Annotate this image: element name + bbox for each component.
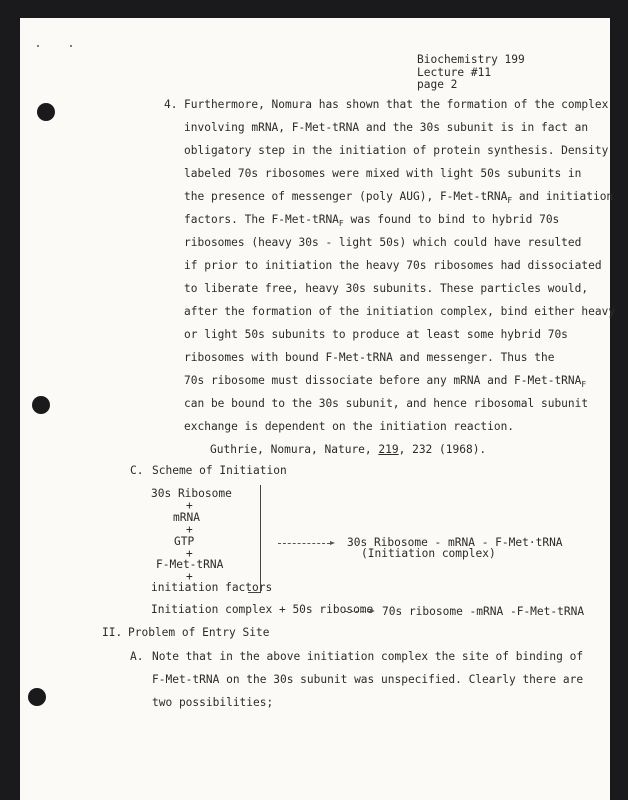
item4-line: ribosomes with bound F-Met-tRNA and messenger. Thus the: [184, 351, 555, 364]
section-ii-title: Problem of Entry Site: [128, 626, 270, 639]
item4-line: can be bound to the 30s subunit, and hence ribosomal subunit: [184, 397, 589, 410]
scheme-plus: +: [186, 523, 193, 536]
section-c-label: C.: [130, 464, 144, 477]
reaction-reactants: Initiation complex + 50s ribosome: [151, 603, 374, 616]
scheme-plus: +: [186, 547, 193, 560]
binder-hole-middle: [32, 396, 50, 414]
item-number: 4.: [164, 98, 178, 111]
document-page: [20, 18, 616, 800]
arrow-right-icon: [345, 611, 370, 613]
scheme-plus: +: [186, 499, 193, 512]
page-number: page 2: [417, 78, 458, 91]
initiation-complex-formula: 30s Ribosome - mRNA - F-Met·tRNA: [347, 536, 563, 549]
sub-a-line: Note that in the above initiation complex the site of binding of: [152, 650, 584, 663]
item4-line: to liberate free, heavy 30s subunits. These particles would,: [184, 282, 589, 295]
item4-line: factors. The F-Met-tRNA$_F$ was found to bind to hybrid 70s: [184, 213, 560, 229]
sub-a-line: F-Met-tRNA on the 30s subunit was unspecified. Clearly there are: [152, 673, 584, 686]
binder-hole-top: [37, 103, 55, 121]
course-title: Biochemistry 199: [417, 53, 525, 66]
scheme-component: mRNA: [173, 511, 200, 524]
item4-line: if prior to initiation the heavy 70s ribosomes had dissociated: [184, 259, 602, 272]
sub-a-label: A.: [130, 650, 144, 663]
scheme-component: GTP: [174, 535, 195, 548]
scheme-bracket-foot: [248, 592, 261, 593]
scheme-component: F-Met-tRNA: [156, 558, 224, 571]
citation: Guthrie, Nomura, Nature, 219, 232 (1968).: [210, 443, 487, 456]
section-ii-label: II.: [102, 626, 123, 639]
binder-hole-bottom: [28, 688, 46, 706]
item4-line: exchange is dependent on the initiation reaction.: [184, 420, 515, 433]
item4-line: labeled 70s ribosomes were mixed with light 50s subunits in: [184, 167, 582, 180]
item4-line: or light 50s subunits to produce at least some hybrid 70s: [184, 328, 568, 341]
section-c-title: Scheme of Initiation: [152, 464, 287, 477]
item4-line: the presence of messenger (poly AUG), F-Met-tRNA$_F$ and initiation: [184, 190, 614, 206]
arrow-right-icon: [278, 543, 330, 545]
sub-a-line: two possibilities;: [152, 696, 274, 709]
scheme-component: 30s Ribosome: [151, 487, 232, 500]
scheme-bracket: [260, 485, 262, 593]
item4-line: obligatory step in the initiation of protein synthesis. Density: [184, 144, 609, 157]
paper-mark: [37, 45, 39, 47]
scheme-plus: +: [186, 570, 193, 583]
paper-mark: [70, 45, 72, 47]
item4-line: involving mRNA, F-Met-tRNA and the 30s subunit is in fact an: [184, 121, 589, 134]
lecture-number: Lecture #11: [417, 66, 492, 79]
item4-line: 70s ribosome must dissociate before any mRNA and F-Met-tRNA$_F$: [184, 374, 587, 390]
item4-line: ribosomes (heavy 30s - light 50s) which could have resulted: [184, 236, 582, 249]
scheme-component: initiation factors: [151, 581, 273, 594]
item4-line: Furthermore, Nomura has shown that the formation of the complex: [184, 98, 609, 111]
item4-line: after the formation of the initiation complex, bind either heavy: [184, 305, 616, 318]
reaction-product: 70s ribosome -mRNA -F-Met-tRNA: [382, 605, 585, 618]
initiation-complex-label: (Initiation complex): [361, 547, 496, 560]
